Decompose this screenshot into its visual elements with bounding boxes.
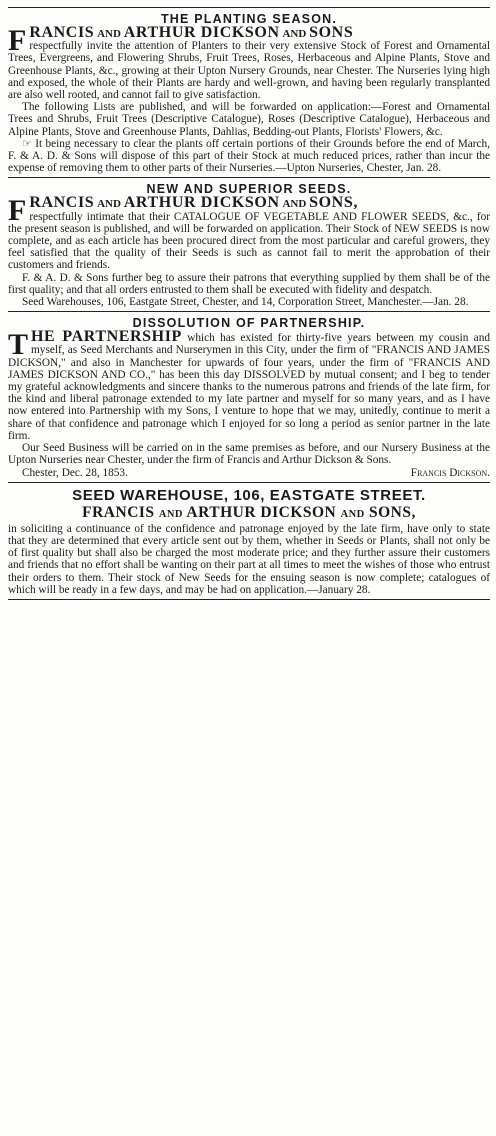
ad1-firm-a: RANCIS [29,24,95,41]
ad1-dropcap: F [8,24,27,57]
ad4-paragraph-1: in soliciting a continuance of the confidence and patronage enjoyed by the late firm, have only to state that they are determined that every article sent out by them, whether in Seeds or Plants, shall not only be of first quality but shall also be charged the most moderate price; and they further assure their customers and friends that no effort shall be wanting on their part at all times to meet the wishes of those who entrust their orders to them. Their stock of New Seeds for the ensuing season is now complete; catalogues of which will be ready in a few days, and may be had on application.—January 28. [8,522,490,596]
ad4-firm-b: ARTHUR DICKSON [186,503,337,521]
bottom-rule [8,599,490,600]
ad1-firm-c: SONS [309,24,354,41]
ad1-paragraph-3-wrap [8,138,490,175]
ad2-firm-line [8,194,490,272]
ad2-paragraph-2: F. & A. D. & Sons further beg to assure their patrons that everything supplied by them shall be of the first quality; and that all orders entrusted to them shall be executed with fidelity and despatch. [8,271,490,296]
ad-new-seeds [8,178,490,311]
ad3-paragraph-1: which has existed for thirty-five years between my cousin and myself, as Seed Merchants and Nurserymen in this City, under the firm of "FRANCIS AND JAMES DICKSON," and also in Manchester for upwards of four years, under the firm of "FRANCIS AND JAMES DICKSON AND CO.," has been this day DISSOLVED by mutual consent; and I beg to tender my grateful acknowledgments and sincere thanks to the numerous patrons and friends of the late firm, for the kind and liberal patronage extended to my late partner and myself for so many years, and as I have now entered into Partnership with my Sons, I venture to hope that we may, unitedly, continue to merit a share of that confidence and patronage which I enjoyed for so long a period as senior partner in the late firm. [8,332,490,442]
ad3-signoff [8,467,490,479]
ad3-signature: Francis Dickson. [410,466,490,479]
ad1-paragraph-2: The following Lists are published, and will be forwarded on application:—Forest and Ornamental Trees and Shrubs, Fruit Trees (Descriptive Catalogue), Roses (Descriptive Catalogue), Herbaceous and Alpine Plants, Stove and Greenhouse Plants, Dahlias, Bedding-out Plants, Florists' Flowers, &c. [8,101,490,138]
ad4-firm-line [8,504,490,523]
ad1-firm-b: ARTHUR DICKSON [123,24,280,41]
ad1-firm-line [8,24,490,102]
ad4-heading: SEED WAREHOUSE, 106, EASTGATE STREET. [72,486,426,504]
ad2-firm-b: ARTHUR DICKSON [123,194,280,212]
ad1-firm-and1: AND [97,28,121,40]
ad2-firm-a: RANCIS [29,194,95,212]
ad4-firm-a: FRANCIS [82,503,155,521]
ad3-dropcap: T [8,328,29,362]
ad2-paragraph-3: Seed Warehouses, 106, Eastgate Street, Chester, and 14, Corporation Street, Manchester.—Jan. 28. [22,296,469,309]
ad1-paragraph-1: respectfully invite the attention of Planters to their very extensive Stock of Forest and Ornamental Trees, Evergreens, and Flowering Shrubs, Fruit Trees, Roses, Herbaceous and Alpine Plants, Stove and Greenhouse Plants, &c., growing at their Upton Nursery Grounds, near Chester. The Nurseries lying high and exposed, the whole of their Plants are hardy and well-grown, and having been regularly transplanted are also well rooted, and cannot fail to give satisfaction. [8,40,490,102]
ad1-firm-and2: AND [282,28,307,40]
ad3-paragraph-1-wrap [8,328,490,442]
ad2-firm-and2: AND [282,198,307,211]
pointing-hand-icon: ☞ [22,137,32,150]
ad2-firm-and1: AND [97,198,121,211]
ad1-paragraph-3: It being necessary to clear the plants off certain portions of their Grounds before the end of March, F. & A. D. & Sons will dispose of this part of their Stock at much reduced prices, rather than incur the expense of removing them to other parts of their Nurseries.—Upton Nurseries, Chester, Jan. 28. [8,137,490,175]
ad4-firm-c: SONS, [368,503,416,521]
ad3-date: Chester, Dec. 28, 1853. [22,466,128,479]
ad2-dropcap: F [8,194,27,228]
ad3-paragraph-2: Our Seed Business will be carried on in the same premises as before, and our Nursery Business at the Upton Nurseries near Chester, under the firm of Francis and Arthur Dickson & Sons. [8,442,490,467]
ad1-heading: THE PLANTING SEASON. [160,12,338,26]
ad-dissolution [8,312,490,481]
ad2-paragraph-1: respectfully intimate that their CATALOGUE OF VEGETABLE AND FLOWER SEEDS, &c., for the present season is published, and will be forwarded on application. Their Stock of NEW SEEDS is now complete, and as each article has been procured direct from the most particular and careful growers, they feel satisfied that the quality of their Seeds is such as cannot fail to merit the approbation of their customers and friends. [8,210,490,272]
ad2-firm-c: SONS, [309,194,358,212]
ad-seed-warehouse [8,483,490,599]
ad-planting-season [8,8,490,177]
ad3-lead: HE PARTNERSHIP [31,328,182,346]
ad3-heading: DISSOLUTION OF PARTNERSHIP. [132,316,366,331]
ad4-firm-and1: AND [158,508,183,520]
newspaper-column [0,7,496,1136]
ad2-heading: NEW AND SUPERIOR SEEDS. [146,182,352,197]
ad4-firm-and2: AND [340,508,365,520]
